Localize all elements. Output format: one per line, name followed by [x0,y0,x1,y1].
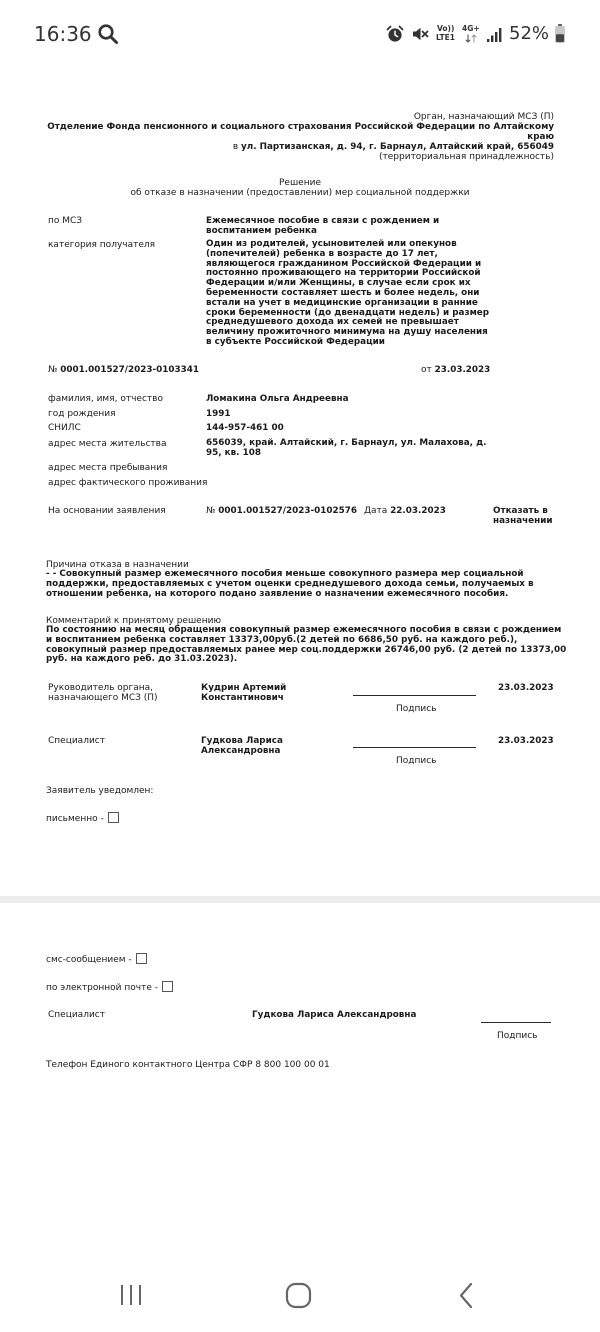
signature-name-line: Гудкова Лариса [201,736,283,746]
recipient-category-value [206,240,489,348]
signature-name-line: Александровна [201,746,281,756]
signature-role-line: Руководитель органа, [48,683,153,693]
recipient-category-line: величину прожиточного минимума на душу населения [206,327,488,338]
authority-address-line [233,142,554,152]
navigation-bar [0,1262,600,1332]
notification-sms-label: смс-сообщением - [46,955,132,965]
measure-label: по МСЗ [48,216,83,226]
residence-label: адрес места жительства [48,439,167,449]
search-icon [97,23,119,45]
document-subtitle: об отказе в назначении (предоставлении) мер социальной поддержки [130,188,470,198]
signature-name-line: Кудрин Артемий [201,683,287,693]
measure-value [206,216,439,236]
decision-date-prefix: от [421,365,432,375]
signature-name-line: Константинович [201,693,284,703]
residence-line: 95, кв. 108 [206,447,261,458]
application-outcome-line: назначении [493,516,553,526]
stay-address-label: адрес места пребывания [48,463,168,473]
signature-caption: Подпись [396,704,437,714]
application-date [364,506,446,516]
recipient-category-line: беременности составляет шесть и более недель, они [206,287,480,298]
comment-line: руб. на каждого реб. до 31.03.2023). [46,654,238,665]
back-icon[interactable] [458,1282,474,1309]
recipient-category-line: постоянно проживающего на территории Российской [206,268,481,279]
network-type-label: 4G+ [462,24,480,33]
refusal-reason-text [46,570,534,599]
recipient-category-line: (попечителей) ребенка в возрасте до 17 лет, [206,248,438,259]
alarm-icon [386,25,404,43]
application-outcome [493,506,553,526]
application-date-prefix: Дата [364,506,388,516]
recipient-category-line: Один из родителей, усыновителей или опекунов [206,239,457,249]
written-checkbox [108,812,119,823]
birth-year-value: 1991 [206,409,231,419]
application-outcome-line: Отказать в [493,506,548,516]
signature-name [201,736,283,756]
application-date-value: 22.03.2023 [390,506,446,516]
battery-percent: 52% [509,23,550,44]
measure-value-line: воспитанием ребенка [206,226,317,236]
signature-date: 23.03.2023 [498,736,554,746]
email-checkbox [162,981,173,992]
final-signature-role: Специалист [48,1010,105,1020]
status-time: 16:36 [34,22,92,46]
comment-line: и воспитанием ребенка составляет 13373,00руб.(2 детей по 6686,50 руб. на каждого реб.), [46,634,518,645]
decision-number-prefix: № [48,365,58,375]
full-name-label: фамилия, имя, отчество [48,394,163,404]
document-title: Решение [278,178,321,188]
recipient-category-line: встали на учет в медицинские организации в ранние [206,297,478,308]
application-number-prefix: № [206,506,216,516]
signature-line [353,747,476,748]
application-number [206,506,357,516]
signature-line [353,695,476,696]
authority-name-line2: краю [527,132,554,142]
mute-icon [411,25,429,43]
lte-label: LTE1 [436,33,455,42]
measure-value-line: Ежемесячное пособие в связи с рождением и [206,216,440,226]
signature-caption: Подпись [396,756,437,766]
contact-phone: Телефон Единого контактного Центра СФР 8 800 100 00 01 [46,1060,330,1070]
data-activity-icon [465,34,477,43]
recipient-category-line: Федерации и/или Женщины, в случае если срок их [206,278,471,289]
residence-line: 656039, край. Алтайский, г. Барнаул, ул. Малахова, д. [206,438,487,448]
decision-date-value: 23.03.2023 [434,365,491,375]
authority-address: ул. Партизанская, д. 94, г. Барнаул, Алтайский край, 656049 [241,142,554,152]
refusal-reason-line: - - Совокупный размер ежемесячного пособия меньше совокупного размера мер социальной [46,569,524,579]
final-signature-name: Гудкова Лариса Александровна [252,1010,417,1020]
notification-written-label: письменно - [46,814,104,824]
recipient-category-label: категория получателя [48,240,156,250]
signature-role-line: назначающего МСЗ (П) [48,693,158,703]
authority-caption: Орган, назначающий МСЗ (П) [413,112,554,122]
recipient-category-line: в субъекте Российской Федерации [206,336,385,347]
signature-name [201,683,286,703]
application-number-value: 0001.001527/2023-0102576 [218,506,357,516]
snils-value: 144-957-461 00 [206,423,284,433]
refusal-reason-line: отношении ребенка, на которого подано заявление о назначении ежемесячного пособия. [46,588,509,599]
final-signature-caption: Подпись [497,1031,538,1041]
notification-email-label: по электронной почте - [46,983,158,993]
page-separator [0,896,600,903]
recipient-category-line: среднедушевого дохода их семей не превышает [206,317,459,328]
notification-sms [46,953,147,965]
authority-address-prefix: в [232,142,239,152]
recipient-category-line: являющегося гражданином Российской Федерации и [206,258,482,269]
volte-label: Vo)) [437,24,455,33]
birth-year-label: год рождения [48,409,116,419]
comment-text [46,626,566,665]
sms-checkbox [136,953,147,964]
authority-name-line1: Отделение Фонда пенсионного и социального страхования Российской Федерации по Алтайскому [47,122,554,132]
recipient-category-line: сроки беременности (до двенадцати недель) и размер [206,307,490,318]
snils-label: СНИЛС [48,423,81,433]
residence-value [206,439,487,459]
home-icon[interactable] [285,1282,312,1309]
refusal-reason-label: Причина отказа в назначении [46,560,189,570]
status-bar [0,0,600,66]
comment-line: совокупный размер предоставляемых ранее мер соц.поддержки 26746,00 руб. (2 детей по 13373,00 [46,644,567,655]
application-label: На основании заявления [48,506,166,516]
full-name-value: Ломакина Ольга Андреевна [206,394,349,404]
battery-level-fill [556,34,564,42]
notification-email [46,981,173,993]
signal-icon [486,27,502,43]
territorial-caption: (территориальная принадлежность) [379,152,554,162]
signature-date: 23.03.2023 [498,683,554,693]
comment-line: По состоянию на месяц обращения совокупный размер ежемесячного пособия в связи с рождением [46,625,562,635]
final-signature-line [481,1022,551,1023]
actual-address-label: адрес фактического проживания [48,478,208,488]
notification-label: Заявитель уведомлен: [46,786,154,796]
decision-date [421,365,490,375]
refusal-reason-line: поддержки, предоставляемых с учетом оценки среднедушевого дохода семьи, получаемых в [46,578,534,589]
decision-number-value: 0001.001527/2023-0103341 [60,365,199,375]
recent-apps-icon[interactable] [118,1283,144,1307]
comment-label: Комментарий к принятому решению [46,616,222,626]
signature-role [48,683,158,703]
decision-number [48,365,199,375]
signature-role: Специалист [48,736,105,746]
battery-icon [554,24,566,44]
notification-written [46,812,119,824]
